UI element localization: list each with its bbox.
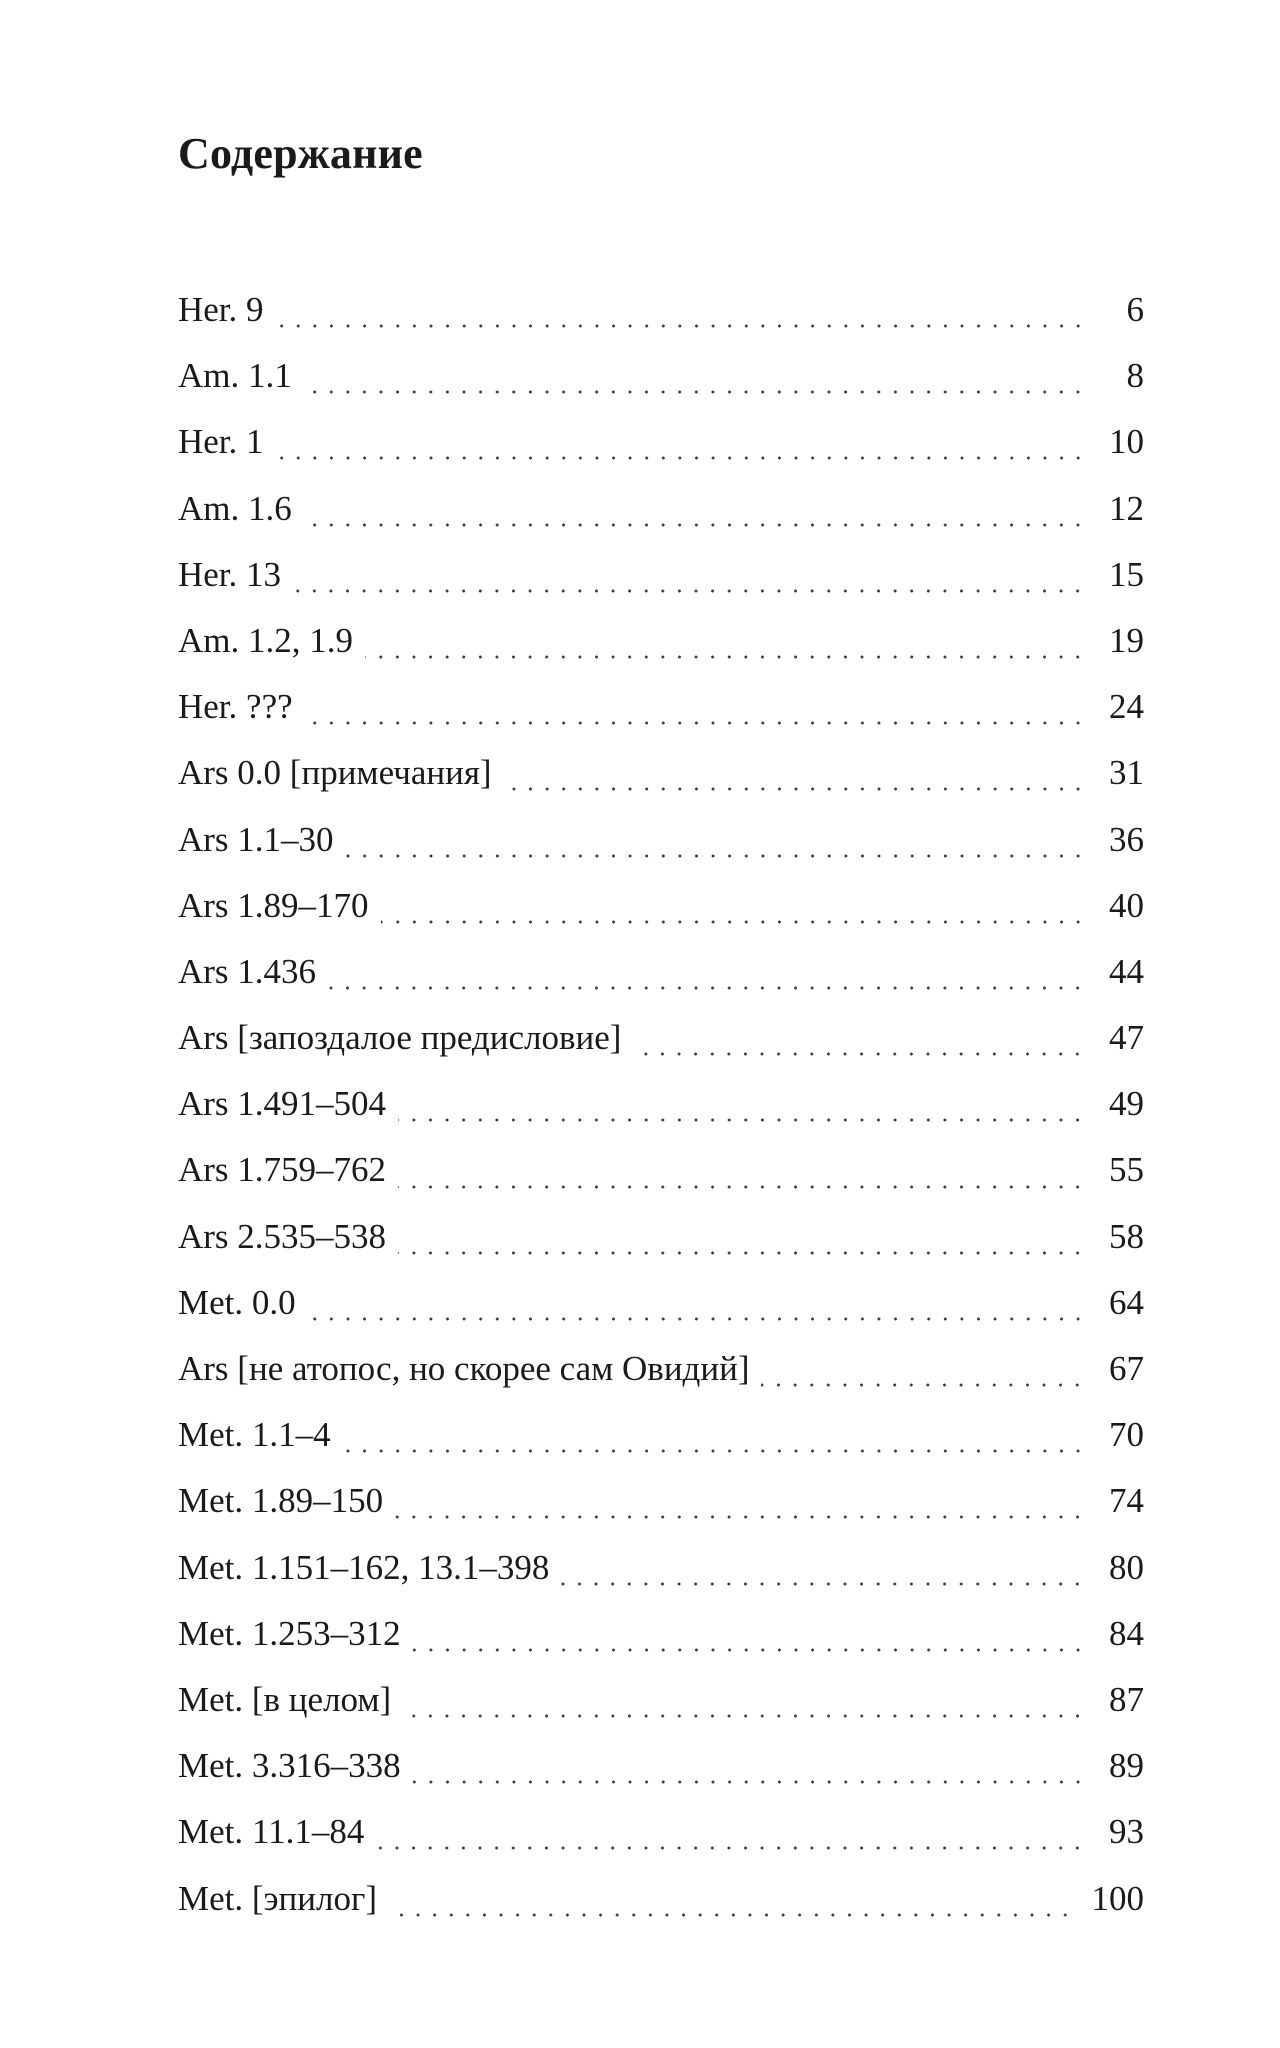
dot-leader xyxy=(328,986,1086,990)
toc-entry-page-number: 100 xyxy=(1091,1878,1144,1918)
toc-entry xyxy=(178,1211,1144,1277)
toc-entry-page-number: 55 xyxy=(1109,1150,1144,1190)
toc-entry xyxy=(178,1542,1144,1608)
toc-entry xyxy=(178,681,1144,747)
dot-leader xyxy=(398,1185,1086,1189)
toc-entry-page-number: 15 xyxy=(1109,554,1144,594)
toc-entry-label: Her. ??? xyxy=(178,687,293,727)
toc-entry-page-number: 70 xyxy=(1109,1415,1144,1455)
page-title: Содержание xyxy=(178,129,423,178)
toc-entry-label: Ars [не атопос, но скорее сам Овидий] xyxy=(178,1349,750,1388)
toc-entry-page-number: 8 xyxy=(1126,356,1144,396)
toc-entry-label: Met. 11.1–84 xyxy=(178,1812,365,1852)
toc-entry-page-number: 93 xyxy=(1109,1812,1144,1852)
toc-entry-page-number: 47 xyxy=(1109,1018,1144,1058)
toc-entry-label: Met. 0.0 xyxy=(178,1282,296,1322)
dot-leader xyxy=(381,920,1086,924)
toc-entry xyxy=(178,615,1144,681)
toc-entry-label: Met. 1.1–4 xyxy=(178,1415,331,1455)
dot-leader xyxy=(413,1648,1086,1652)
dot-leader xyxy=(413,1780,1086,1784)
toc-entry-label: Ars 1.89–170 xyxy=(178,885,369,925)
toc-entry xyxy=(178,1806,1144,1872)
toc-entry-label: Her. 9 xyxy=(178,290,264,329)
toc-entry xyxy=(178,1343,1144,1409)
toc-entry xyxy=(178,549,1144,615)
dot-leader xyxy=(276,324,1086,328)
toc-entry-label: Met. 1.89–150 xyxy=(178,1481,384,1521)
toc-entry xyxy=(178,1740,1144,1806)
dot-leader xyxy=(761,1383,1086,1387)
toc-entry xyxy=(178,284,1144,350)
dot-leader xyxy=(398,1251,1086,1255)
toc-entry xyxy=(178,1608,1144,1674)
toc-entry-page-number: 24 xyxy=(1109,687,1144,727)
toc-entry xyxy=(178,1012,1144,1078)
toc-entry-label: Am. 1.6 xyxy=(178,488,292,528)
toc-entry-label: Her. 1 xyxy=(178,422,264,462)
toc-entry-label: Ars 0.0 [примечания] xyxy=(178,753,492,793)
toc-entry-page-number: 87 xyxy=(1109,1679,1144,1719)
toc-entry xyxy=(178,747,1144,813)
toc-entry xyxy=(178,350,1144,416)
toc-entry xyxy=(178,1144,1144,1210)
toc-entry xyxy=(178,1409,1144,1475)
toc-entry-label: Met. 1.253–312 xyxy=(178,1613,401,1653)
toc-entry-label: Ars 1.491–504 xyxy=(178,1084,387,1124)
toc-entry xyxy=(178,416,1144,482)
toc-entry-page-number: 36 xyxy=(1109,819,1144,859)
toc-entry-page-number: 44 xyxy=(1109,951,1144,991)
toc-entry-page-number: 58 xyxy=(1109,1216,1144,1256)
dot-leader xyxy=(403,1714,1086,1718)
toc-entry-page-number: 67 xyxy=(1109,1349,1144,1388)
toc-entry-label: Ars 1.436 xyxy=(178,951,317,991)
toc-entry-label: Met. [в целом] xyxy=(178,1679,392,1719)
toc-entry xyxy=(178,1078,1144,1144)
toc-entry-page-number: 74 xyxy=(1109,1481,1144,1521)
toc-entry-label: Ars 1.1–30 xyxy=(178,819,334,859)
toc-entry xyxy=(178,880,1144,946)
toc-entry xyxy=(178,1277,1144,1343)
dot-leader xyxy=(398,1118,1086,1122)
dot-leader xyxy=(365,655,1086,659)
toc-entry xyxy=(178,1475,1144,1541)
toc-entry-label: Ars 2.535–538 xyxy=(178,1216,387,1256)
toc-entry-page-number: 19 xyxy=(1109,620,1144,660)
toc-entry-label: Am. 1.1 xyxy=(178,356,292,396)
toc-entry-label: Am. 1.2, 1.9 xyxy=(178,620,353,660)
toc-entry-page-number: 6 xyxy=(1126,290,1144,329)
toc-entry xyxy=(178,483,1144,549)
dot-leader xyxy=(561,1582,1086,1586)
dot-leader xyxy=(376,1846,1086,1850)
toc-entry-page-number: 49 xyxy=(1109,1084,1144,1124)
dot-leader xyxy=(276,456,1086,460)
toc-entry-page-number: 89 xyxy=(1109,1746,1144,1786)
toc-entry-page-number: 64 xyxy=(1109,1282,1144,1322)
toc-entry-page-number: 84 xyxy=(1109,1613,1144,1653)
dot-leader xyxy=(633,1052,1086,1056)
dot-leader xyxy=(395,1515,1086,1519)
toc-entry-label: Ars 1.759–762 xyxy=(178,1150,387,1190)
toc-entry xyxy=(178,1873,1144,1939)
dot-leader xyxy=(305,721,1086,725)
dot-leader xyxy=(293,589,1086,593)
dot-leader xyxy=(389,1913,1074,1917)
dot-leader xyxy=(304,390,1086,394)
dot-leader xyxy=(343,1449,1086,1453)
toc-entry-label: Met. [эпилог] xyxy=(178,1878,377,1918)
dot-leader xyxy=(346,854,1086,858)
toc-entry-page-number: 31 xyxy=(1109,753,1144,793)
table-of-contents xyxy=(178,284,1144,1939)
dot-leader xyxy=(308,1317,1086,1321)
toc-entry-label: Met. 3.316–338 xyxy=(178,1746,401,1786)
toc-entry-label: Ars [запоздалое предисловие] xyxy=(178,1018,622,1058)
toc-entry-page-number: 40 xyxy=(1109,885,1144,925)
toc-entry-page-number: 80 xyxy=(1109,1547,1144,1587)
toc-entry-page-number: 10 xyxy=(1109,422,1144,462)
dot-leader xyxy=(504,787,1086,791)
toc-entry xyxy=(178,814,1144,880)
toc-entry-label: Her. 13 xyxy=(178,554,282,594)
toc-entry-label: Met. 1.151–162, 13.1–398 xyxy=(178,1547,550,1587)
toc-entry xyxy=(178,1674,1144,1740)
toc-entry-page-number: 12 xyxy=(1109,488,1144,528)
toc-entry xyxy=(178,946,1144,1012)
dot-leader xyxy=(304,523,1086,527)
